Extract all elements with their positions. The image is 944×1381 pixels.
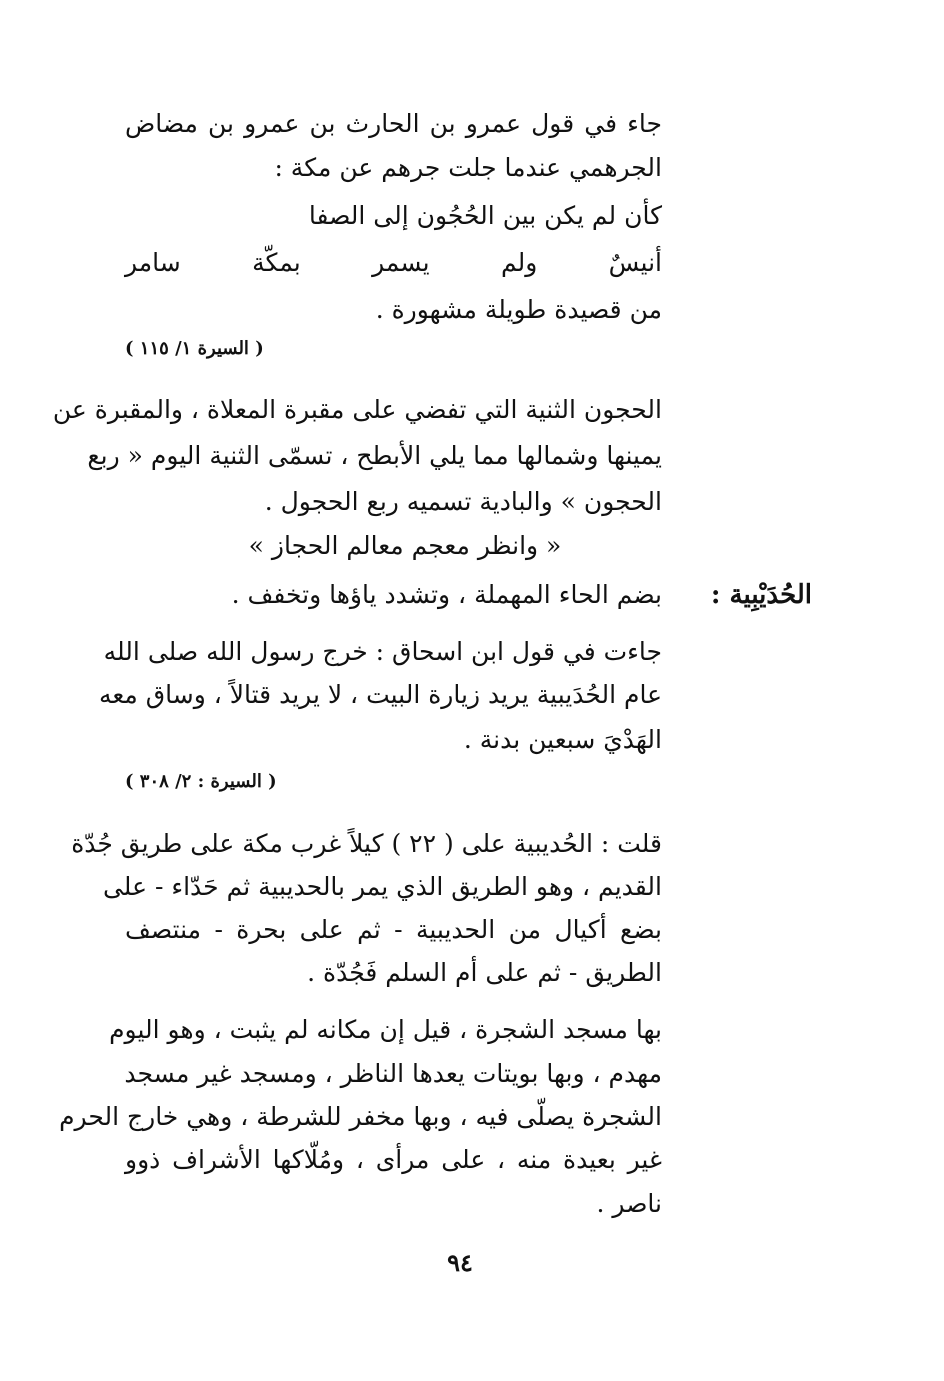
entry-heading: الحُدَيْبِية : [710, 580, 812, 610]
verse-line: كأن لم يكن بين الحُجُون إلى الصفا [308, 201, 662, 230]
text-line: الحجون الثنية التي تفضي على مقبرة المعلاة ، والمقبرة عن [52, 395, 662, 424]
text-line: « وانظر معجم معالم الحجاز » [248, 531, 562, 560]
verse-line: أنيسٌ ولم يسمر بمكّة سامر [125, 248, 662, 277]
text-line: عام الحُدَيبية يريد زيارة البيت ، لا يريد قتالاً ، وساق معه [98, 680, 662, 709]
text-line: الطريق - ثم على أم السلم فَجُدّة . [307, 958, 662, 987]
text-line: الشجرة يصلّى فيه ، وبها مخفر للشرطة ، وهي خارج الحرم [59, 1102, 662, 1131]
text-line: بها مسجد الشجرة ، قيل إن مكانه لم يثبت ، وهو اليوم [109, 1015, 662, 1044]
text-line: بضع أكيال من الحديبية - ثم على بحرة - منتصف [125, 915, 662, 944]
citation: ( السيرة ١/ ١١٥ ) [125, 338, 264, 359]
text-line: جاءت في قول ابن اسحاق : خرج رسول الله صلى الله [103, 637, 662, 666]
page-number: ٩٤ [447, 1248, 473, 1277]
text-line: بضم الحاء المهملة ، وتشدد ياؤها وتخفف . [231, 580, 662, 609]
text-line: الهَدْيَ سبعين بدنة . [463, 725, 662, 754]
text-line: الحجون » والبادية تسميه ربع الحجول . [264, 487, 662, 516]
text-line: يمينها وشمالها مما يلي الأبطح ، تسمّى الثنية اليوم « ربع [87, 441, 662, 470]
text-line: ناصر . [596, 1189, 662, 1218]
text-line: جاء في قول عمرو بن الحارث بن عمرو بن مضاض [125, 109, 662, 138]
citation: ( السيرة : ٢/ ٣٠٨ ) [125, 771, 277, 792]
text-line: غير بعيدة منه ، على مرأى ، ومُلّاكها الأشراف ذوو [125, 1145, 662, 1174]
text-line: القديم ، وهو الطريق الذي يمر بالحديبية ثم حَدّاء - على [102, 872, 662, 901]
text-line: الجرهمي عندما جلت جرهم عن مكة : [274, 153, 662, 182]
text-line: مهدم ، وبها بويتات يعدها الناظر ، ومسجد غير مسجد [124, 1059, 662, 1088]
text-line: من قصيدة طويلة مشهورة . [375, 295, 662, 324]
text-line: قلت : الحُديبية على ( ٢٢ ) كيلاً غرب مكة على طريق جُدّة [71, 829, 662, 858]
